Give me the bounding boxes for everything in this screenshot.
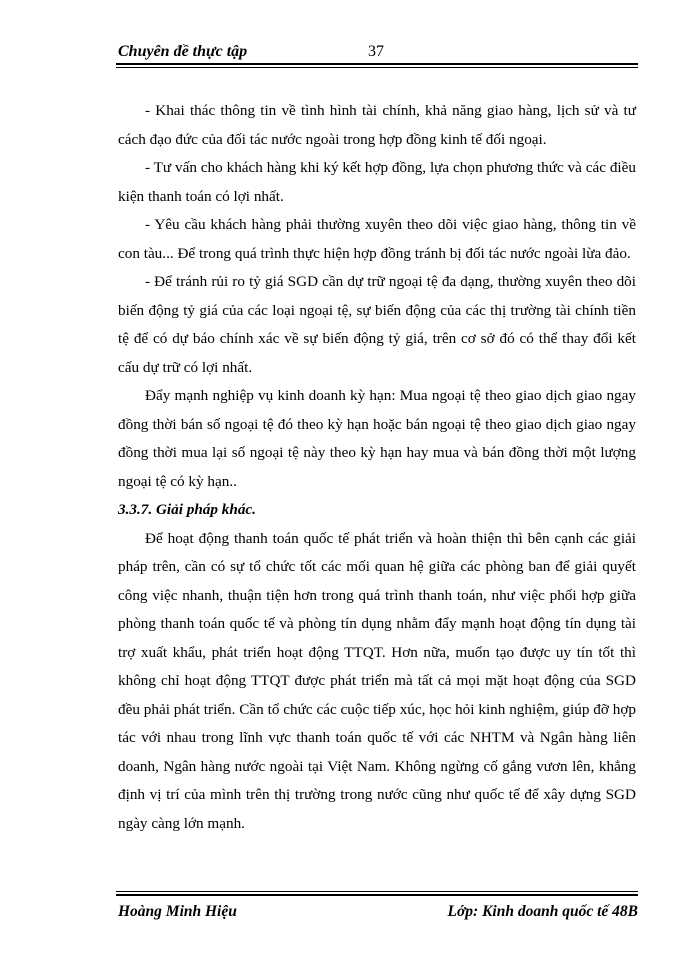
page-header <box>118 41 638 63</box>
header-rule-thin <box>116 67 638 68</box>
page-number: 37 <box>368 43 384 60</box>
header-rule <box>116 63 638 65</box>
paragraph-delivery-monitoring: - Yêu cầu khách hàng phải thường xuyên theo dõi việc giao hàng, thông tin về con tàu... Để trong quá trình thực hiện hợp đồng tránh bị đối tác nước ngoài lừa đảo. <box>118 216 636 262</box>
page-footer <box>118 903 638 925</box>
footer-author: Hoàng Minh Hiệu <box>118 903 237 920</box>
body-text <box>118 97 636 838</box>
footer-class: Lớp: Kinh doanh quốc tế 48B <box>447 903 638 920</box>
paragraph-other-solutions: Để hoạt động thanh toán quốc tế phát triển và hoàn thiện thì bên cạnh các giải pháp trên, cần có sự tổ chức tốt các mối quan hệ giữa các phòng ban để giải quyết công việc nhanh, thuận tiện hơn trong quá trình thanh toán, như việc phối hợp giữa phòng thanh toán quốc tế và phòng tín dụng nhằm đẩy mạnh hoạt động tín dụng tài trợ xuất khẩu, phát triển hoạt động TTQT. Hơn nữa, muốn tạo được uy tín tốt thì không chỉ hoạt động TTQT được phát triển mà tất cả mọi mặt hoạt động của SGD đều phải phát triển. Cần tổ chức các cuộc tiếp xúc, học hỏi kinh nghiệm, giúp đỡ hợp tác với nhau trong lĩnh vực thanh toán quốc tế với các NHTM và Ngân hàng liên doanh, Ngân hàng nước ngoài tại Việt Nam. Không ngừng cố gắng vươn lên, khẳng định vị trí của mình trên thị trường trong nước cũng như quốc tế để xây dựng SGD ngày càng lớn mạnh. <box>118 529 636 832</box>
paragraph-information-mining: - Khai thác thông tin về tình hình tài chính, khả năng giao hàng, lịch sử và tư cách đạo đức của đối tác nước ngoài trong hợp đồng kinh tế đối ngoại. <box>118 102 636 148</box>
paragraph-exchange-risk: - Để tránh rủi ro tỷ giá SGD cần dự trữ ngoại tệ đa dạng, thường xuyên theo dõi biến động tỷ giá của các loại ngoại tệ, sự biến động của các thị trường tài chính tiền tệ để có dự báo chính xác về sự biến động tỷ giá, trên cơ sở đó có thể thay đổi kết cấu dự trữ có lợi nhất. <box>118 273 636 376</box>
paragraph-forward-business: Đẩy mạnh nghiệp vụ kinh doanh kỳ hạn: Mua ngoại tệ theo giao dịch giao ngay đồng thời bán số ngoại tệ đó theo kỳ hạn hoặc bán ngoại tệ theo giao dịch giao ngay đồng thời mua lại số ngoại tệ này theo kỳ hạn hay mua và bán đồng thời một lượng ngoại tệ có kỳ hạn.. <box>118 387 636 490</box>
footer-rule-thin <box>116 891 638 892</box>
section-heading: 3.3.7. Giải pháp khác. <box>118 501 256 518</box>
footer-rule <box>116 894 638 896</box>
header-title: Chuyên đề thực tập <box>118 43 248 60</box>
paragraph-consulting: - Tư vấn cho khách hàng khi ký kết hợp đồng, lựa chọn phương thức và các điều kiện thanh toán có lợi nhất. <box>118 159 636 205</box>
